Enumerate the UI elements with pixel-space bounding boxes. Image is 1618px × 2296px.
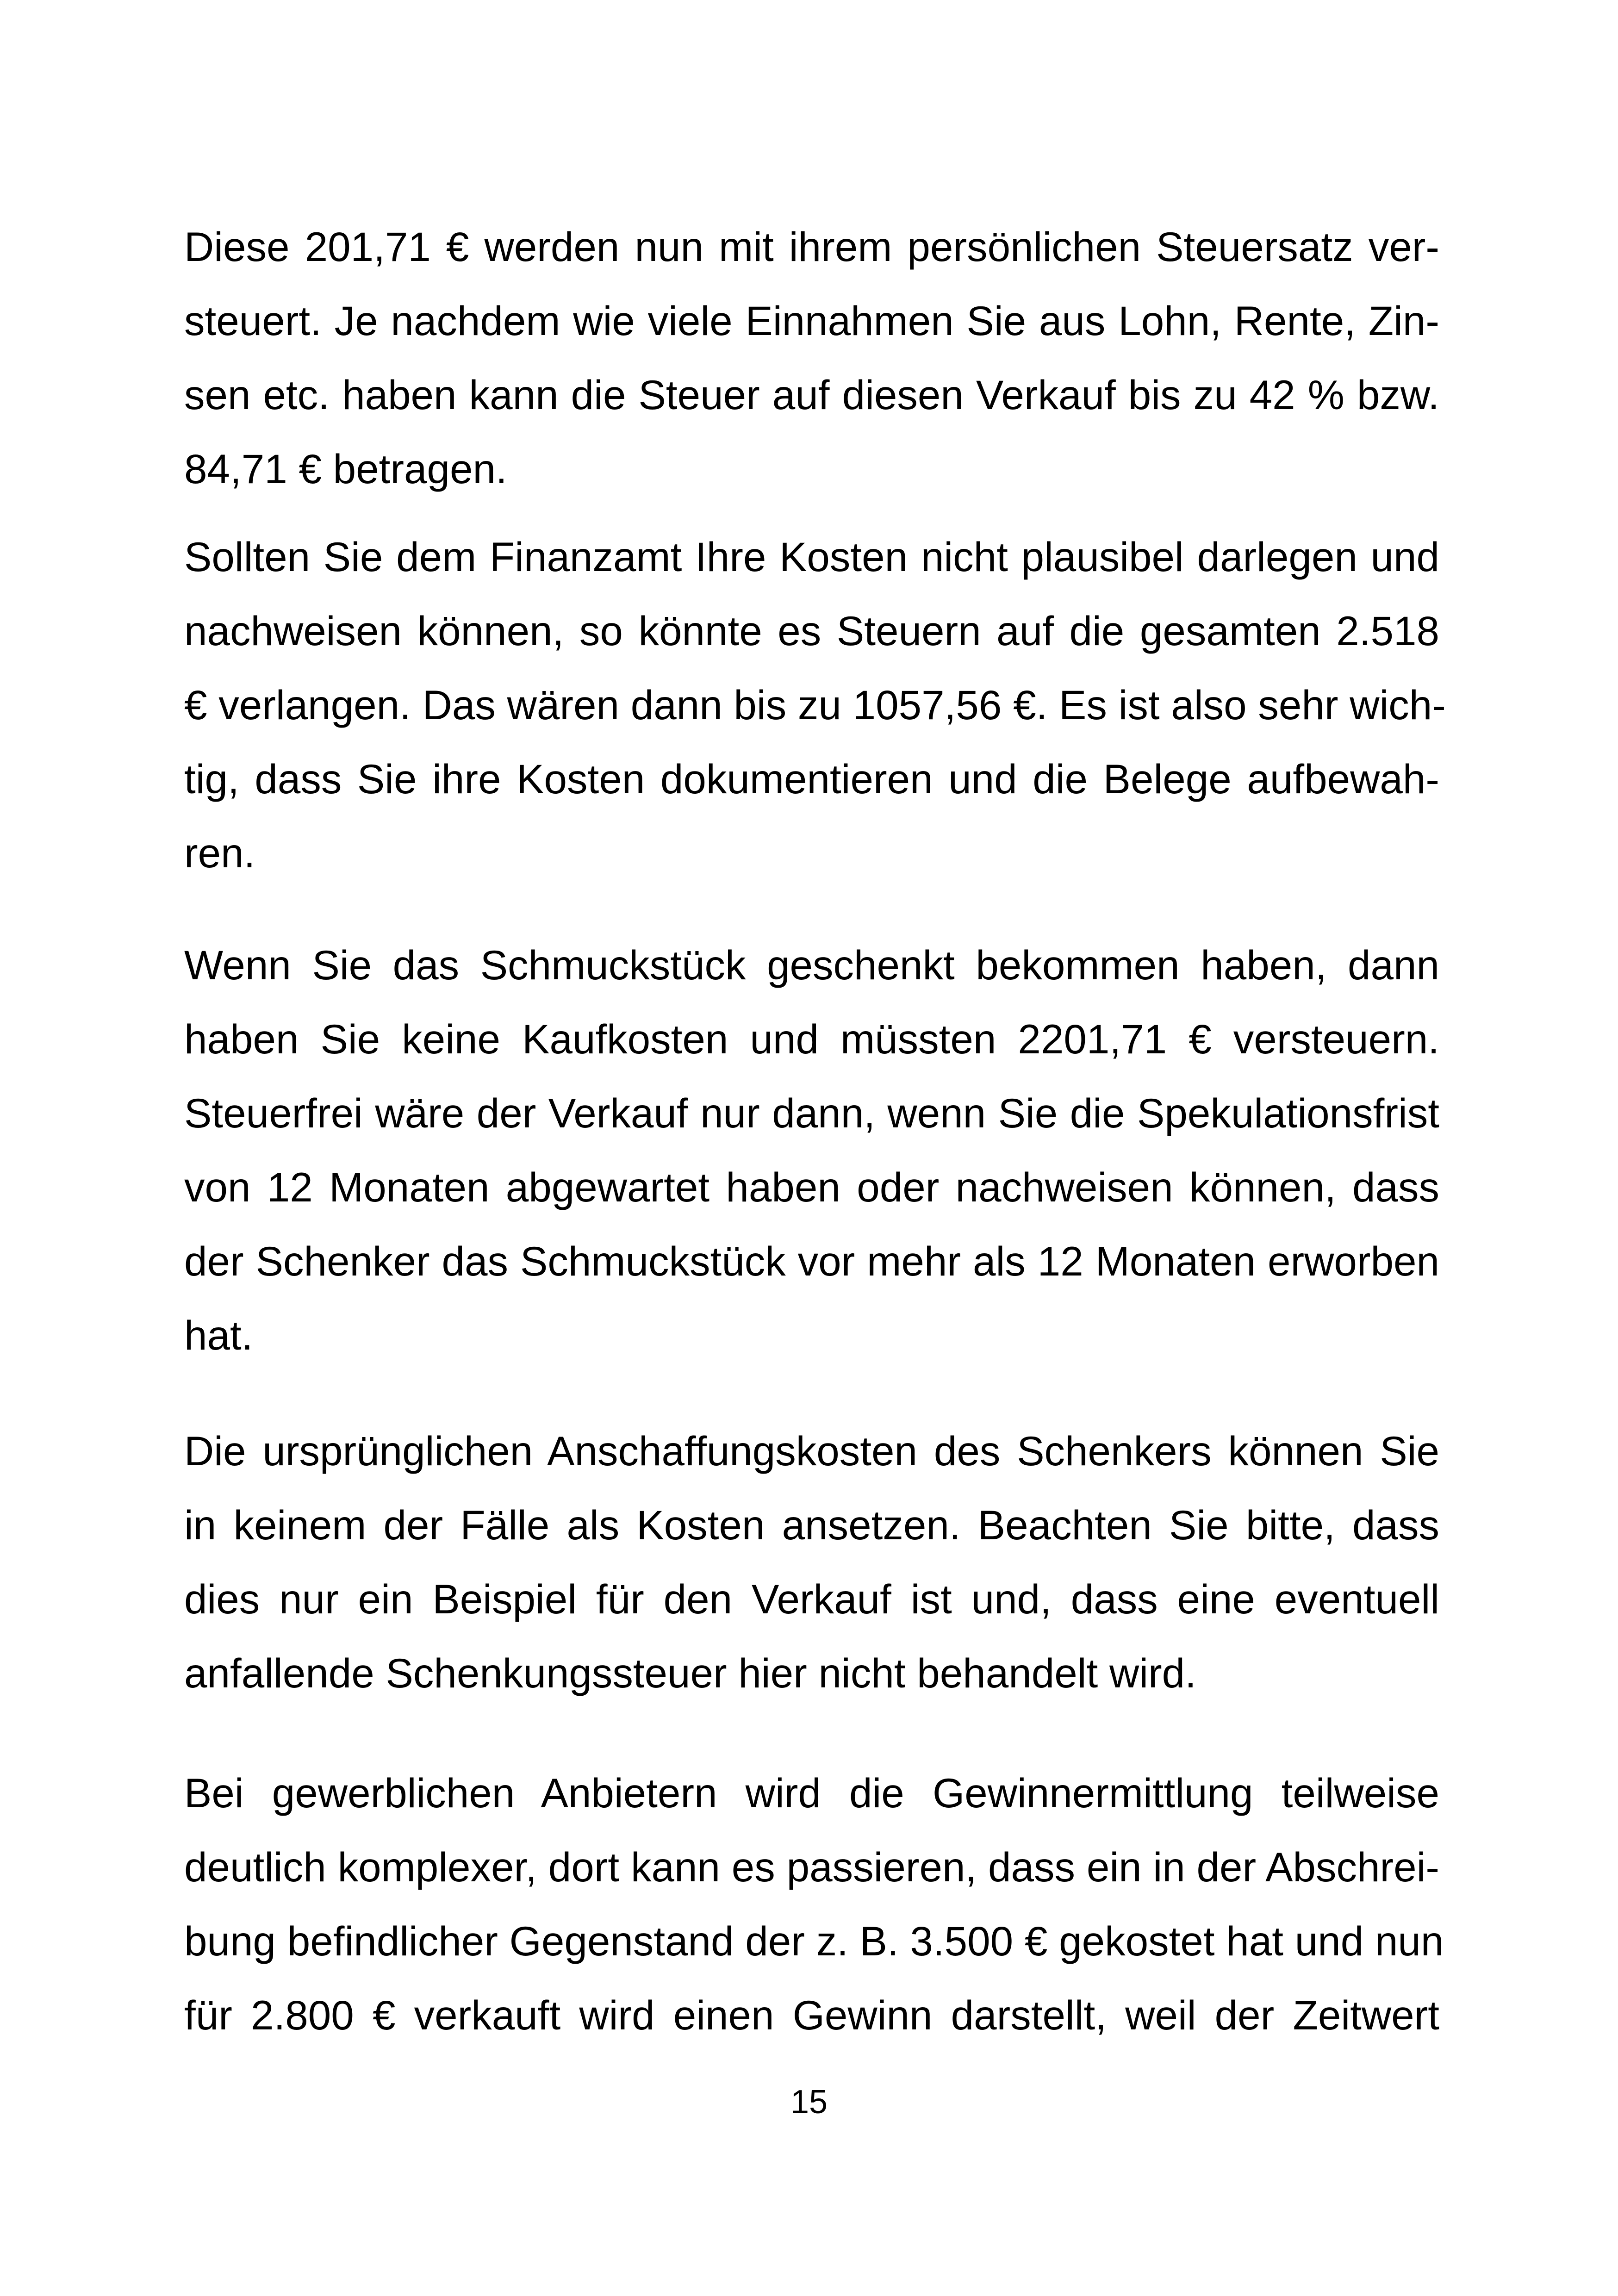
paragraph-line: Bei gewerblichen Anbietern wird die Gewinnermittlung teilweise [184, 1770, 1439, 1816]
paragraph-line: nachweisen können, so könnte es Steuern auf die gesamten 2.518 [184, 608, 1439, 654]
paragraph-line: anfallende Schenkungssteuer hier nicht behandelt wird. [184, 1650, 1196, 1696]
paragraph-line: dies nur ein Beispiel für den Verkauf ist und, dass eine eventuell [184, 1576, 1439, 1622]
paragraph-line: sen etc. haben kann die Steuer auf diesen Verkauf bis zu 42 % bzw. [184, 372, 1439, 418]
paragraph-line: Diese 201,71 € werden nun mit ihrem persönlichen Steuersatz ver- [184, 224, 1439, 270]
paragraph-line: bung befindlicher Gegenstand der z. B. 3.500 € gekostet hat und nun [184, 1918, 1444, 1964]
paragraph-line: deutlich komplexer, dort kann es passieren, dass ein in der Abschrei- [184, 1844, 1439, 1890]
paragraph-line: Die ursprünglichen Anschaffungskosten des Schenkers können Sie [184, 1428, 1439, 1474]
paragraph-line: tig, dass Sie ihre Kosten dokumentieren und die Belege aufbewah- [184, 756, 1439, 802]
paragraph-line: steuert. Je nachdem wie viele Einnahmen Sie aus Lohn, Rente, Zin- [184, 298, 1439, 344]
paragraph-line: Steuerfrei wäre der Verkauf nur dann, wenn Sie die Spekulationsfrist [184, 1090, 1439, 1136]
page-number: 15 [790, 2084, 828, 2121]
paragraph-line: der Schenker das Schmuckstück vor mehr als 12 Monaten erworben [184, 1238, 1439, 1284]
paragraph-line: für 2.800 € verkauft wird einen Gewinn darstellt, weil der Zeitwert [184, 1992, 1439, 2038]
paragraph-line: 84,71 € betragen. [184, 446, 507, 492]
paragraph-line: € verlangen. Das wären dann bis zu 1057,56 €. Es ist also sehr wich- [184, 682, 1446, 728]
paragraph-line: ren. [184, 830, 255, 876]
paragraph-line: Sollten Sie dem Finanzamt Ihre Kosten nicht plausibel darlegen und [184, 534, 1439, 580]
paragraph-line: von 12 Monaten abgewartet haben oder nachweisen können, dass [184, 1164, 1439, 1210]
paragraph-line: Wenn Sie das Schmuckstück geschenkt bekommen haben, dann [184, 942, 1439, 988]
paragraph-line: in keinem der Fälle als Kosten ansetzen. Beachten Sie bitte, dass [184, 1502, 1439, 1548]
paragraph-line: haben Sie keine Kaufkosten und müssten 2201,71 € versteuern. [184, 1016, 1439, 1062]
paragraph-line: hat. [184, 1312, 253, 1358]
